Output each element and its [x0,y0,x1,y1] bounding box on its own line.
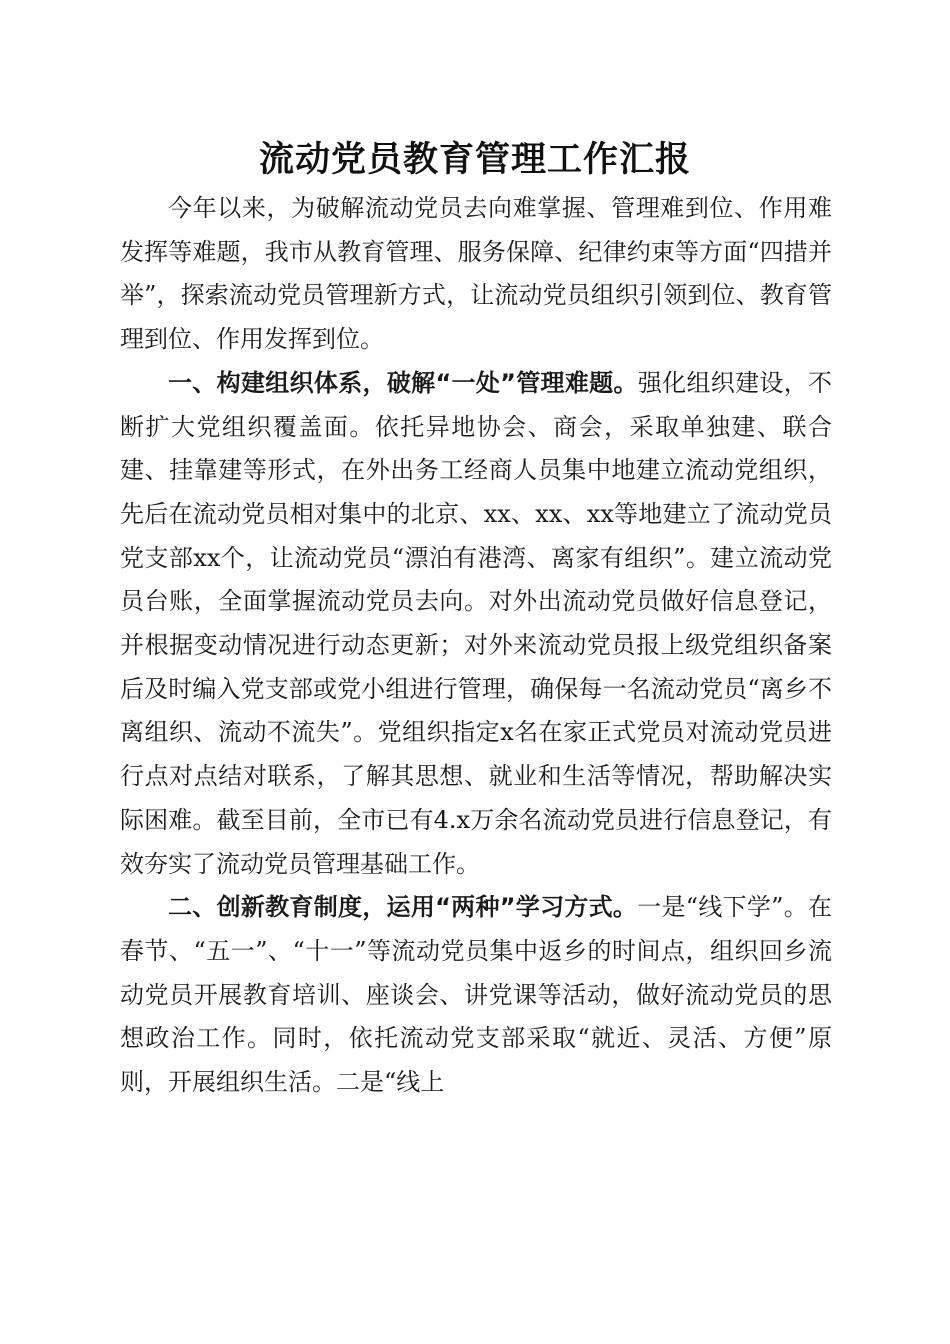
document-title: 流动党员教育管理工作汇报 [258,139,691,180]
section-2-text: 一是“线下学”。在春节、“五一”、“十一”等流动党员集中返乡的时间点，组织回乡流动党员开展教育培训、座谈会、讲党课等活动，做好流动党员的思想政治工作。同时，依托流动党支部采取“就近、灵活、方便”原则，开展组织生活。二是“线上 [120,893,833,1097]
paragraph-intro [120,187,832,362]
paragraph-section-1 [120,362,832,886]
section-1-text: 强化组织建设，不断扩大党组织覆盖面。依托异地协会、商会，采取单独建、联合建、挂靠建等形式，在外出务工经商人员集中地建立流动党组织，先后在流动党员相对集中的北京、xx、xx、xx等地建立了流动党员党支部xx个，让流动党员“漂泊有港湾、离家有组织”。建立流动党员台账，全面掌握流动党员去向。对外出流动党员做好信息登记，并根据变动情况进行动态更新；对外来流动党员报上级党组织备案后及时编入党支部或党小组进行管理，确保每一名流动党员“离乡不离组织、流动不流失”。党组织指定x名在家正式党员对流动党员进行点对点结对联系，了解其思想、就业和生活等情况，帮助解决实际困难。截至目前，全市已有4.x万余名流动党员进行信息登记，有效夯实了流动党员管理基础工作。 [120,368,833,878]
paragraph-section-2 [120,886,832,1105]
document-body [120,187,832,1105]
paragraph-intro-text: 今年以来，为破解流动党员去向难掌握、管理难到位、作用难发挥等难题，我市从教育管理、服务保障、纪律约束等方面“四措并举”，探索流动党员管理新方式，让流动党员组织引领到位、教育管理到位、作用发挥到位。 [120,194,832,354]
section-1-heading: 一、构建组织体系，破解“一处”管理难题。 [168,368,638,397]
section-2-heading: 二、创新教育制度，运用“两种”学习方式。 [168,893,638,922]
